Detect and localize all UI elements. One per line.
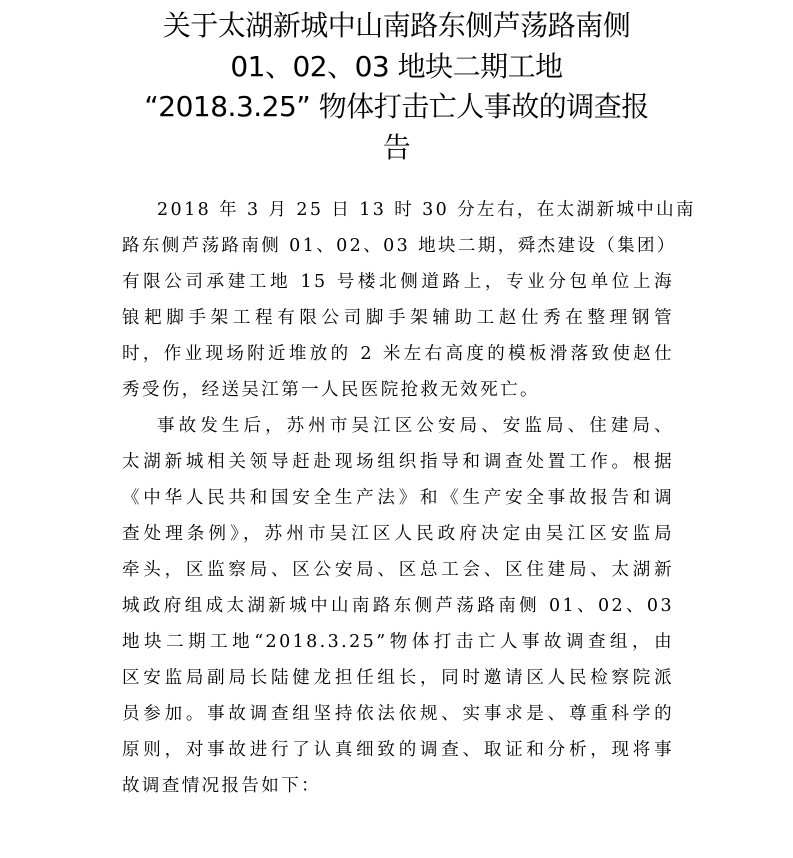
paragraph-line: 原则，对事故进行了认真细致的调查、取证和分析，现将事	[122, 740, 674, 760]
paragraph-line: 牵头，区监察局、区公安局、区总工会、区住建局、太湖新	[122, 560, 674, 580]
paragraph-line: 员参加。事故调查组坚持依法依规、实事求是、尊重科学的	[122, 704, 674, 724]
paragraph-line: 城政府组成太湖新城中山南路东侧芦荡路南侧 01、02、03	[122, 596, 674, 616]
paragraph-line: 锒耙脚手架工程有限公司脚手架辅助工赵仕秀在整理钢管	[122, 308, 674, 328]
paragraph-line: 时，作业现场附近堆放的 2 米左右高度的模板滑落致使赵仕	[122, 344, 674, 364]
paragraph-line: 2018 年 3 月 25 日 13 时 30 分左右，在太湖新城中山南	[157, 200, 696, 220]
title-line: “2018.3.25” 物体打击亡人事故的调查报	[144, 90, 649, 123]
document-title	[0, 6, 793, 168]
paragraph-line: 《中华人民共和国安全生产法》和《生产安全事故报告和调	[122, 488, 674, 508]
paragraph-line: 故调查情况报告如下：	[122, 776, 321, 796]
paragraph-line: 区安监局副局长陆健龙担任组长，同时邀请区人民检察院派	[122, 668, 674, 688]
paragraph-line: 太湖新城相关领导赶赴现场组织指导和调查处置工作。根据	[122, 452, 674, 472]
document-body	[122, 192, 696, 804]
paragraph-line: 地块二期工地“2018.3.25”物体打击亡人事故调查组，由	[122, 632, 674, 652]
title-line: 关于太湖新城中山南路东侧芦荡路南侧	[162, 9, 631, 42]
paragraph-incident-summary	[122, 192, 696, 408]
title-line: 告	[382, 130, 411, 164]
paragraph-line: 查处理条例》，苏州市吴江区人民政府决定由吴江区安监局	[122, 524, 674, 544]
paragraph-line: 事故发生后，苏州市吴江区公安局、安监局、住建局、	[157, 416, 674, 436]
title-line: 01、02、03 地块二期工地	[230, 49, 563, 83]
paragraph-investigation	[122, 408, 674, 804]
paragraph-line: 路东侧芦荡路南侧 01、02、03 地块二期，舜杰建设（集团）	[122, 236, 677, 256]
paragraph-line: 有限公司承建工地 15 号楼北侧道路上，专业分包单位上海	[122, 272, 674, 292]
paragraph-line: 秀受伤，经送吴江第一人民医院抢救无效死亡。	[122, 380, 540, 400]
